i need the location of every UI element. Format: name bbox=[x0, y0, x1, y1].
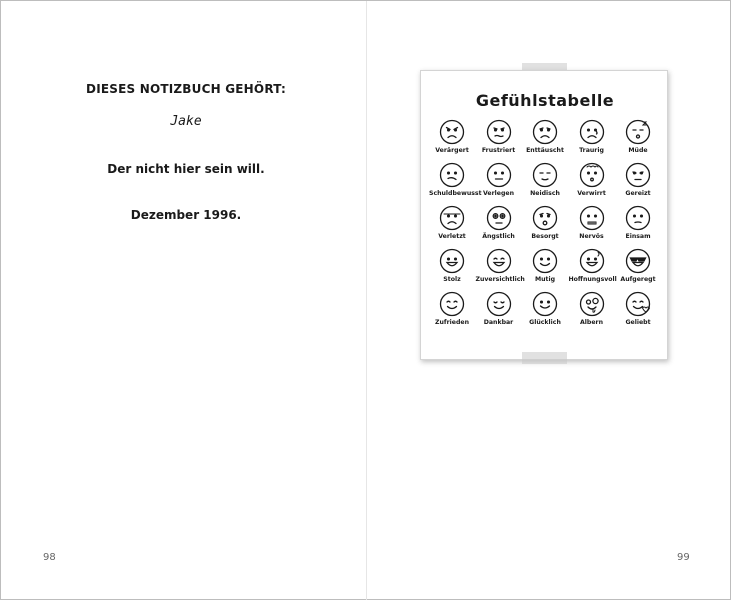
envious-face-icon bbox=[532, 162, 558, 188]
feeling-label: Frustriert bbox=[481, 147, 516, 154]
feeling-cell bbox=[615, 205, 661, 247]
loved-face-icon bbox=[625, 291, 651, 317]
feeling-cell bbox=[615, 291, 661, 333]
irritated-face-icon bbox=[625, 162, 651, 188]
feeling-label: Aufgeregt bbox=[620, 276, 656, 283]
disappointed-face-icon bbox=[532, 119, 558, 145]
tape-bottom bbox=[522, 352, 567, 364]
feeling-cell bbox=[476, 205, 522, 247]
feeling-cell bbox=[569, 162, 615, 204]
feeling-cell bbox=[429, 291, 475, 333]
feeling-cell bbox=[522, 205, 568, 247]
feeling-cell bbox=[476, 291, 522, 333]
confused-face-icon bbox=[579, 162, 605, 188]
feeling-cell bbox=[476, 162, 522, 204]
feeling-cell bbox=[569, 291, 615, 333]
feeling-cell bbox=[429, 248, 475, 290]
excited-face-icon bbox=[625, 248, 651, 274]
feeling-label: Zufrieden bbox=[435, 319, 469, 326]
content-face-icon bbox=[439, 291, 465, 317]
feeling-label: Schuldbewusst bbox=[429, 190, 482, 197]
feeling-label: Einsam bbox=[625, 233, 651, 240]
page-number-left: 98 bbox=[43, 552, 56, 563]
feeling-cell bbox=[522, 248, 568, 290]
feeling-cell bbox=[522, 119, 568, 161]
embarrassed-face-icon bbox=[486, 162, 512, 188]
feeling-cell bbox=[475, 248, 525, 290]
feelings-chart-title: Gefühlstabelle bbox=[475, 91, 615, 110]
feeling-label: Albern bbox=[580, 319, 603, 326]
note-line-2: Dezember 1996. bbox=[130, 208, 242, 222]
feeling-cell bbox=[476, 119, 522, 161]
feeling-label: Gereizt bbox=[625, 190, 651, 197]
brave-face-icon bbox=[532, 248, 558, 274]
feeling-label: Zuversichtlich bbox=[475, 276, 525, 283]
angry-face-icon bbox=[439, 119, 465, 145]
feeling-cell bbox=[429, 162, 482, 204]
feeling-label: Glücklich bbox=[529, 319, 561, 326]
hurt-face-icon bbox=[439, 205, 465, 231]
feeling-label: Neidisch bbox=[530, 190, 560, 197]
frustrated-face-icon bbox=[486, 119, 512, 145]
owner-name: Jake bbox=[170, 114, 202, 129]
feeling-label: Stolz bbox=[443, 276, 461, 283]
feelings-chart-card bbox=[420, 70, 668, 360]
feeling-label: Verletzt bbox=[438, 233, 466, 240]
feeling-cell bbox=[429, 205, 475, 247]
feeling-cell bbox=[615, 248, 661, 290]
feeling-label: Hoffnungsvoll bbox=[568, 276, 617, 283]
feeling-cell bbox=[569, 248, 615, 290]
feeling-cell bbox=[615, 162, 661, 204]
guilty-face-icon bbox=[439, 162, 465, 188]
feeling-cell bbox=[429, 119, 475, 161]
worried-face-icon bbox=[532, 205, 558, 231]
feeling-label: Besorgt bbox=[531, 233, 559, 240]
feeling-label: Müde bbox=[628, 147, 648, 154]
feeling-label: Verwirrt bbox=[577, 190, 606, 197]
confident-face-icon bbox=[486, 248, 512, 274]
feeling-label: Traurig bbox=[579, 147, 604, 154]
feeling-label: Geliebt bbox=[625, 319, 651, 326]
feeling-label: Ängstlich bbox=[482, 233, 515, 240]
feeling-label: Verärgert bbox=[435, 147, 469, 154]
left-page bbox=[1, 1, 366, 600]
owner-heading: DIESES NOTIZBUCH GEHÖRT: bbox=[86, 82, 286, 96]
proud-face-icon bbox=[439, 248, 465, 274]
feeling-label: Mutig bbox=[534, 276, 556, 283]
silly-face-icon bbox=[579, 291, 605, 317]
grateful-face-icon bbox=[486, 291, 512, 317]
hopeful-face-icon bbox=[579, 248, 605, 274]
feeling-label: Enttäuscht bbox=[526, 147, 564, 154]
anxious-face-icon bbox=[486, 205, 512, 231]
feeling-cell bbox=[615, 119, 661, 161]
page-number-right: 99 bbox=[677, 552, 690, 563]
feeling-label: Dankbar bbox=[483, 319, 514, 326]
feeling-label: Nervös bbox=[579, 233, 604, 240]
feeling-cell bbox=[569, 119, 615, 161]
nervous-face-icon bbox=[579, 205, 605, 231]
sad-face-icon bbox=[579, 119, 605, 145]
feeling-cell bbox=[522, 291, 568, 333]
tired-face-icon bbox=[625, 119, 651, 145]
lonely-face-icon bbox=[625, 205, 651, 231]
note-line-1: Der nicht hier sein will. bbox=[107, 162, 265, 176]
feeling-cell bbox=[522, 162, 568, 204]
feeling-cell bbox=[569, 205, 615, 247]
happy-face-icon bbox=[532, 291, 558, 317]
feeling-label: Verlegen bbox=[482, 190, 515, 197]
